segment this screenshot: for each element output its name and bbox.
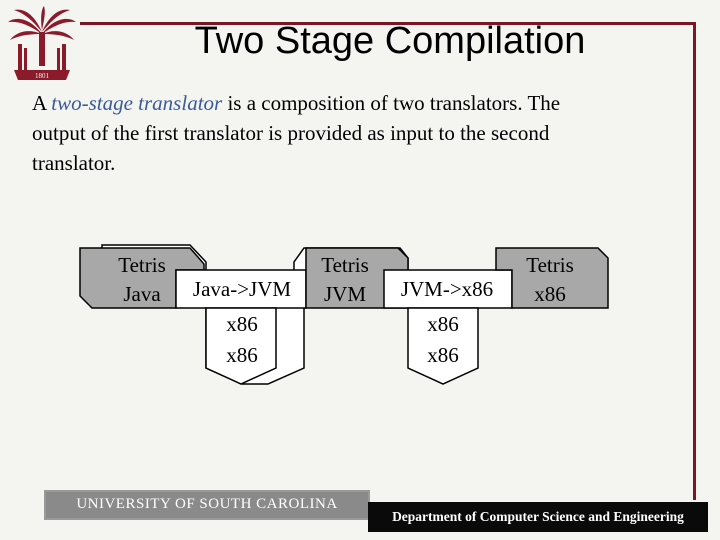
right-tombstone — [384, 248, 608, 384]
paragraph-prefix: A — [32, 91, 52, 115]
right-target-text: x86 — [534, 282, 566, 306]
right-source-text: Tetris — [526, 253, 574, 277]
left-tombstone — [80, 245, 408, 384]
paragraph-line1-rest: is a composition of two translators. The — [222, 91, 561, 115]
paragraph-line2: output of the first translator is provided as input to the second — [32, 121, 550, 145]
left-runs-on-text: x86 — [226, 343, 258, 367]
left-from-text: Java — [123, 282, 161, 306]
right-translator-text: JVM->x86 — [400, 277, 494, 301]
right-runs-on-text: x86 — [427, 343, 459, 367]
paragraph-emphasis: two-stage translator — [51, 91, 223, 115]
left-impl-text: x86 — [226, 312, 258, 336]
slide-title: Two Stage Compilation — [194, 20, 586, 62]
paragraph-line3: translator. — [32, 151, 116, 175]
middle-source-text: Tetris — [321, 253, 369, 277]
svg-text:1801: 1801 — [35, 72, 49, 80]
middle-lang-text: JVM — [323, 282, 367, 306]
right-impl-text: x86 — [427, 312, 459, 336]
left-translator-text: Java->JVM — [192, 277, 292, 301]
university-footer: UNIVERSITY OF SOUTH CAROLINA — [44, 490, 370, 520]
department-footer: Department of Computer Science and Engineering — [368, 502, 708, 532]
left-source-text: Tetris — [118, 253, 166, 277]
